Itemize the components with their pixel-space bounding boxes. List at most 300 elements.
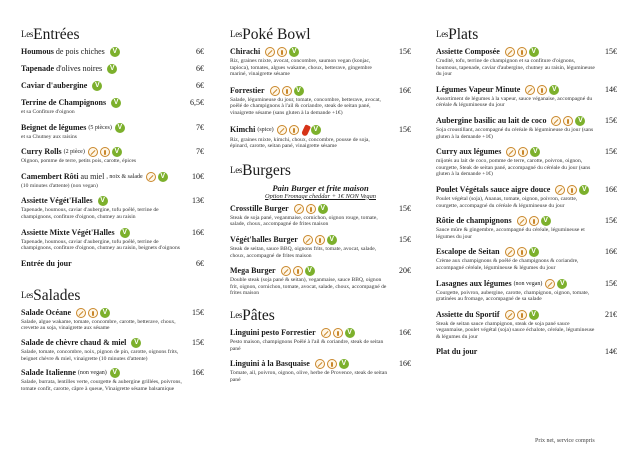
- menu-item-name-text: Tapenade: [21, 64, 55, 73]
- gluten-free-icon: [88, 147, 98, 157]
- gluten-free-icon: [303, 235, 313, 245]
- menu-item-heading: [21, 368, 204, 378]
- menu-item-price: 16€: [605, 247, 617, 257]
- menu-item-heading: [230, 47, 411, 57]
- vegan-icon: [110, 47, 120, 57]
- diet-icons: [76, 308, 110, 318]
- salades-list: [21, 308, 204, 393]
- burgers-list: [230, 204, 411, 297]
- menu-item-name: [21, 228, 115, 238]
- menu-item-name-text: Assiette Mixte Végét'Halles: [21, 227, 115, 237]
- menu-item-name: [21, 64, 102, 74]
- menu-item-name-text: Curry aux légumes: [436, 147, 502, 157]
- vegan-icon: [549, 85, 559, 95]
- burgers-cheese-option: Option Fromage cheddar + 1€ NON Vegan: [265, 192, 376, 200]
- gluten-free-icon: [525, 85, 535, 95]
- menu-item-name: [436, 247, 500, 257]
- lactose-free-icon: [529, 216, 539, 226]
- menu-item-heading: [230, 125, 411, 136]
- menu-item-name: [230, 235, 298, 245]
- menu-item-heading: [436, 47, 617, 57]
- diet-icons: [92, 81, 102, 91]
- menu-item-price: 14€: [605, 347, 617, 357]
- menu-item: [436, 216, 617, 240]
- menu-item-name: [21, 147, 62, 157]
- vegan-icon: [579, 185, 589, 195]
- menu-item: [21, 228, 204, 252]
- lactose-free-icon: [282, 86, 292, 96]
- lactose-free-icon: [289, 125, 299, 135]
- diet-icons: [551, 116, 585, 126]
- menu-item-description: Tomate, ail, poivron, oignon, olive, herbe de Provence, steak de seitan pané: [230, 370, 388, 383]
- menu-item: [21, 338, 204, 362]
- lactose-free-icon: [277, 47, 287, 57]
- menu-item-description: Steak de soja pané, veganmaise, cornichon, oignon rouge, tomate, salade, choux, accompagné de frites maison: [230, 214, 378, 228]
- menu-item-heading: [436, 347, 617, 357]
- menu-item-description: Salade, algue wakame, tomate, concombre, carotte, betterave, choux, crevette au soja, vinaigrette aux sésame: [21, 318, 176, 332]
- gluten-free-icon: [321, 328, 331, 338]
- menu-item-heading: [21, 123, 204, 133]
- plats-list: [436, 47, 617, 357]
- vegan-icon: [289, 47, 299, 57]
- diet-icons: [315, 359, 349, 369]
- diet-icons: [303, 235, 337, 245]
- menu-item-name-text: Poulet Végétals sauce aigre douce: [436, 184, 551, 194]
- diet-icons: [506, 147, 540, 157]
- lactose-free-icon: [517, 310, 527, 320]
- diet-icons: [120, 228, 130, 238]
- menu-item-name: [21, 259, 72, 269]
- diet-icons: [110, 47, 120, 57]
- gluten-free-icon: [506, 147, 516, 157]
- menu-item-name-text: Curry Rolls: [21, 147, 62, 157]
- menu-item-name-text: Aubergine basilic au lait de coco: [436, 115, 547, 125]
- menu-item-heading: [436, 85, 617, 95]
- menu-item-name: [21, 81, 87, 91]
- menu-item-heading: [436, 216, 617, 226]
- menu-item-price: 7€: [196, 147, 204, 157]
- menu-item-name: [436, 310, 500, 320]
- menu-item-description: Assortiment de légumes à la vapeur, sauce véganaise, accompagné du céréale & légumineuse du jour: [436, 95, 593, 109]
- menu-item-price: 6€: [196, 64, 204, 73]
- menu-item-heading: [436, 310, 617, 320]
- column-middle: [230, 26, 411, 383]
- menu-item: [436, 85, 617, 109]
- menu-item-name: [230, 359, 310, 369]
- footer-note: Prix net, service compris: [535, 438, 595, 444]
- menu-item-name: [21, 308, 71, 318]
- gluten-free-icon: [517, 216, 527, 226]
- menu-item-price: 16€: [399, 327, 411, 337]
- vegan-icon: [120, 228, 130, 238]
- menu-item-price: 16€: [192, 368, 204, 378]
- menu-item: [436, 116, 617, 140]
- lactose-free-icon: [567, 185, 577, 195]
- menu-item-name: [436, 185, 550, 195]
- entrees-list: [21, 47, 204, 269]
- menu-item-heading: [436, 185, 617, 195]
- menu-item-heading: [21, 172, 204, 182]
- menu-item-name-text: Salade Italienne: [21, 368, 76, 378]
- menu-item: [21, 81, 204, 91]
- burgers-subtitle: Pain Burger et frite maison: [272, 182, 369, 193]
- vegan-icon: [345, 328, 355, 338]
- diet-icons: [505, 247, 539, 257]
- menu-item-name: [21, 196, 93, 206]
- menu-item-description: Salade, tomate, concombre, noix, pignon de pin, carotte, oignons frits, beignet chèvre & miel, vinaigrette (10 minutes d'attente): [21, 348, 179, 362]
- menu-item-name-text: Rôtie de champignons: [436, 216, 512, 226]
- menu-item-name: [230, 328, 316, 338]
- menu-item-name-text: Linguini pesto Forrestier: [230, 327, 316, 337]
- diet-icons: [110, 368, 120, 378]
- menu-item: [230, 47, 411, 78]
- diet-icons: [146, 172, 168, 182]
- gluten-free-icon: [555, 185, 565, 195]
- vegan-icon: [100, 308, 110, 318]
- vegan-icon: [529, 247, 539, 257]
- gluten-free-icon: [545, 279, 555, 289]
- gluten-free-icon: [505, 247, 515, 257]
- menu-item-price: 16€: [192, 227, 204, 237]
- menu-item: [230, 328, 411, 352]
- menu-item-heading: [21, 47, 204, 57]
- diet-icons: [277, 125, 321, 136]
- gluten-free-icon: [265, 47, 275, 57]
- menu-item-description: Salade, légumineuse du jour, tomate, concombre, betterave, avocat, poêlé de champignons à l'ail & coriandre, steak de seitan pané, vinaigrette sésame (sans gluten à la demande +1€): [230, 96, 381, 116]
- menu-item-heading: [21, 98, 204, 108]
- menu-item-heading: [21, 196, 204, 206]
- menu-item: [21, 147, 204, 165]
- vegan-icon: [529, 47, 539, 57]
- menu-item-name-text: Caviar d'aubergine: [21, 81, 88, 90]
- menu-item-price: 15€: [399, 203, 411, 213]
- lactose-free-icon: [333, 328, 343, 338]
- menu-item-name-suffix: de pois chiches: [53, 47, 105, 56]
- diet-icons: [545, 279, 567, 289]
- menu-item-heading: [436, 279, 617, 289]
- diet-icons: [505, 310, 539, 320]
- vegan-icon: [327, 235, 337, 245]
- menu-item-description: et sa Confiture d'oignon: [21, 109, 75, 115]
- diet-icons: [517, 216, 551, 226]
- menu-item-price: 15€: [399, 124, 411, 134]
- menu-item-price: 21€: [605, 309, 617, 319]
- menu-item-name: [230, 204, 289, 214]
- gluten-free-icon: [76, 308, 86, 318]
- menu-item-description: et sa Chutney aux raisins: [21, 133, 77, 140]
- menu-item-note: (2 pièce): [63, 149, 85, 156]
- menu-item-heading: [436, 247, 617, 257]
- menu-item: [21, 259, 204, 269]
- menu-item-name-text: Kimchi: [230, 125, 256, 135]
- lactose-free-icon: [518, 147, 528, 157]
- column-left: [21, 26, 204, 392]
- lactose-free-icon: [537, 85, 547, 95]
- menu-item-name-text: Crosstille Burger: [230, 203, 289, 213]
- menu-item-name-text: Légumes Vapeur Minute: [436, 84, 521, 94]
- diet-icons: [294, 204, 328, 214]
- gluten-free-icon: [505, 47, 515, 57]
- menu-item-name-text: Lasagnes aux légumes: [436, 278, 512, 288]
- menu-item-name: [436, 116, 546, 126]
- menu-item: [436, 310, 617, 341]
- menu-item: [436, 185, 617, 209]
- menu-item-name: [230, 47, 260, 57]
- menu-item: [436, 47, 617, 78]
- menu-item: [21, 123, 204, 141]
- menu-item-name-text: Plat du jour: [436, 347, 478, 357]
- menu-item-description: mijotés au lait de coco, pomme de terre, carotte, poivron, oignon, courgette, Steak de seitan pané, accompagné du céréale du jour (sans gluten à la demande +1€): [436, 158, 591, 178]
- menu-item-price: 15€: [605, 115, 617, 125]
- vegan-icon: [115, 123, 125, 133]
- vegan-icon: [318, 204, 328, 214]
- menu-item-description: Crudité, tofu, terrine de champignon et sa confiture d'oignons, houmous, tapenade, caviar d'aubergine, chutney au raisin, légumineuse du jour: [436, 58, 595, 78]
- lactose-free-icon: [517, 247, 527, 257]
- diet-icons: [270, 86, 304, 96]
- diet-icons: [131, 338, 141, 348]
- menu-item-price: 14€: [605, 84, 617, 94]
- menu-item-name: [21, 47, 105, 57]
- vegan-icon: [110, 368, 120, 378]
- menu-item-price: 15€: [605, 216, 617, 226]
- menu-item-note: (spice): [257, 127, 274, 134]
- menu-item-name-text: Chirachi: [230, 47, 261, 56]
- lactose-free-icon: [100, 147, 110, 157]
- menu-item-price: 15€: [605, 278, 617, 288]
- menu-item-description: Riz, graines mixte, kimchi, choux, concombre, pousse de soja, épinard, carotte, seitan pané, vinaigrette sésame: [230, 136, 370, 150]
- diet-icons: [525, 85, 559, 95]
- menu-item: [230, 125, 411, 150]
- vegan-icon: [158, 172, 168, 182]
- menu-item-name: [21, 123, 86, 133]
- menu-item-heading: [230, 328, 411, 338]
- menu-item-name: [436, 216, 512, 226]
- vegan-icon: [339, 359, 349, 369]
- section-title-burgers: $^{Les}$Burgers: [230, 161, 291, 179]
- diet-icons: [505, 47, 539, 57]
- menu-item-description: Courgette, poivron, aubergine, carotte, champignon, oignon, tomate, gratinées au fromage, accompagné de sa salade: [436, 289, 590, 303]
- menu-item: [436, 247, 617, 271]
- diet-icons: [281, 266, 315, 276]
- menu-item-description: Tapenade, houmous, caviar d'aubergine, tofu poêlé, terrine de champignons, confiture d'oignon, chutney au raisin, beignets d'oignons: [21, 238, 180, 252]
- vegan-icon: [294, 86, 304, 96]
- lactose-free-icon: [306, 204, 316, 214]
- menu-item-price: 15€: [192, 337, 204, 347]
- vegan-icon: [305, 266, 315, 276]
- menu-item-price: 15€: [399, 47, 411, 56]
- menu-item-name: [436, 147, 501, 157]
- vegan-icon: [530, 147, 540, 157]
- menu-item-note: , noix & salade: [106, 173, 143, 180]
- menu-item-description: Soja croustillant, accompagné du céréale & légumineuse du jour (sans gluten à la demande +1€): [436, 126, 594, 140]
- menu-item-name: [21, 368, 76, 378]
- menu-item-name-text: Végét'halles Burger: [230, 234, 298, 244]
- menu-item-price: 13€: [192, 196, 204, 206]
- section-title-poke: $^{Les}$Poké Bowl: [230, 26, 311, 43]
- menu-item: [436, 279, 617, 303]
- vegan-icon: [112, 147, 122, 157]
- menu-item-name-text: Assiette du Sportif: [436, 309, 500, 319]
- menu-item-name: [21, 98, 106, 108]
- gluten-free-icon: [315, 359, 325, 369]
- vegan-icon: [557, 279, 567, 289]
- menu-item-price: 20€: [399, 266, 411, 276]
- menu-item-note: (5 pièces): [88, 124, 112, 131]
- lactose-free-icon: [293, 266, 303, 276]
- diet-icons: [115, 123, 125, 133]
- vegan-icon: [529, 310, 539, 320]
- menu-item-heading: [21, 147, 204, 157]
- gluten-free-icon: [294, 204, 304, 214]
- gluten-free-icon: [505, 310, 515, 320]
- menu-item: [230, 266, 411, 297]
- lactose-free-icon: [88, 308, 98, 318]
- menu-item-name-text: Escalope de Seitan: [436, 247, 500, 257]
- menu-item-name: [21, 338, 126, 348]
- menu-item-name-text: Salade Océane: [21, 307, 71, 317]
- menu-item-name-text: Beignet de légumes: [21, 122, 87, 132]
- diet-icons: [555, 185, 589, 195]
- menu-item-heading: [230, 235, 411, 245]
- diet-icons: [265, 47, 299, 57]
- menu-item-name-text: Mega Burger: [230, 266, 276, 276]
- vegan-icon: [311, 125, 321, 135]
- menu-item-price: 15€: [399, 234, 411, 244]
- lactose-free-icon: [327, 359, 337, 369]
- diet-icons: [88, 147, 122, 157]
- menu-item-price: 16€: [399, 85, 411, 95]
- menu-item: [436, 347, 617, 357]
- column-right: [436, 26, 617, 357]
- menu-item: [230, 359, 411, 383]
- menu-item: [21, 308, 204, 332]
- menu-item-price: 6,5€: [190, 98, 204, 107]
- menu-item: [21, 98, 204, 116]
- menu-item-description: Crème aux champignons & poêlé de champignons & coriandre, accompagné céréale, légumineuse & légumes du jour: [436, 258, 579, 271]
- menu-item-heading: [436, 116, 617, 126]
- menu-item-note: (non vegan): [77, 370, 107, 377]
- menu-item-description: Tapenade, houmous, caviar d'aubergine, tofu poêlé, terrine de champignons, confiture d'oignon, chutney au raisin: [21, 207, 159, 220]
- section-title-entrees: $^{Les}$Entrées: [21, 26, 80, 43]
- menu-item-heading: [21, 308, 204, 318]
- menu-item-heading: [230, 204, 411, 214]
- menu-item-description: Double steak (soja pané & seitan), veganmaise, sauce BBQ, oignon frit, oignon, cornichon, tomate, avocat, salade, choux, accompagné de frites maison: [230, 277, 387, 297]
- menu-item-name-text: Entrée du jour: [21, 258, 72, 268]
- lactose-free-icon: [563, 116, 573, 126]
- menu-item: [230, 204, 411, 228]
- menu-item-price: 7€: [196, 122, 204, 132]
- menu-item-price: 6€: [196, 81, 204, 90]
- menu-item: [21, 368, 204, 392]
- menu-item-price: 16€: [399, 359, 411, 369]
- menu-item-description: Steak de seitan sauce champignon, steak de soja pané sauce veganmaise, poulet végétal (soja) sauce échalote, céréale, légumineuse & légumes du jour: [436, 320, 595, 340]
- gluten-free-icon: [146, 172, 156, 182]
- menu-item-name-text: Linguini à la Basquaise: [230, 359, 310, 369]
- gluten-free-icon: [277, 125, 287, 135]
- menu-item-price: 16€: [605, 184, 617, 194]
- menu-item-heading: [21, 228, 204, 238]
- vegan-icon: [111, 98, 121, 108]
- menu-item-name-text: Assiette Composée: [436, 47, 500, 56]
- vegan-icon: [98, 196, 108, 206]
- menu-item-price: 15€: [192, 307, 204, 317]
- section-title-plats: $^{Les}$Plats: [436, 26, 479, 43]
- menu-item-price: 10€: [192, 171, 204, 181]
- menu-item-heading: [230, 266, 411, 276]
- menu-item: [21, 172, 204, 190]
- lactose-free-icon: [517, 47, 527, 57]
- menu-item-name: [21, 172, 104, 182]
- menu-item-heading: [230, 359, 411, 369]
- menu-item-name-text: Camembert Rôti: [21, 171, 79, 181]
- menu-item: [21, 47, 204, 57]
- menu-item-price: 6€: [196, 258, 204, 268]
- vegan-icon: [92, 81, 102, 91]
- menu-item-note: (non vegan): [513, 280, 543, 287]
- menu-item-description: Riz, graines mixte, avocat, concombre, saumon vegan (konjac, tapioca), tomates, algues wakame, choux, betterave, gingembre mariné, vinaigrette sésame: [230, 58, 372, 78]
- pates-list: [230, 328, 411, 383]
- menu-item: [230, 235, 411, 259]
- menu-item-description: Salade, burrata, lentilles verte, courgette & aubergine grillées, poivrons, tomate confit, carotte, câpre à queue, Vinaigrette sésame balsamique: [21, 379, 182, 392]
- menu-item-heading: [21, 64, 204, 74]
- menu-item-description: (10 minutes d'attente) (non vegan): [21, 182, 98, 189]
- menu-item-name: [436, 85, 520, 95]
- vegan-icon: [107, 64, 117, 74]
- menu-item-name: [436, 279, 512, 289]
- vegan-icon: [541, 216, 551, 226]
- menu-item-price: 6€: [196, 47, 204, 56]
- menu-item-description: Pesto maison, champignons Poêlé à l'ail & coriandre, steak de seitan pané: [230, 338, 384, 352]
- menu-item-name-text: Salade de chèvre chaud & miel: [21, 337, 127, 347]
- section-title-pates: $^{Les}$Pâtes: [230, 306, 275, 324]
- menu-item-name-suffix: au miel: [78, 171, 105, 181]
- menu-item-name: [230, 125, 255, 135]
- menu-item-heading: [21, 81, 204, 91]
- diet-icons: [107, 64, 117, 74]
- gluten-free-icon: [551, 116, 561, 126]
- gluten-free-icon: [270, 86, 280, 96]
- menu-item-name-text: Forrestier: [230, 85, 265, 95]
- menu-item-heading: [21, 259, 204, 269]
- menu-item: [230, 86, 411, 117]
- menu-item-heading: [230, 86, 411, 96]
- menu-item-price: 15€: [605, 47, 617, 56]
- menu-item-name-text: Houmous: [21, 47, 54, 56]
- vegan-icon: [131, 338, 141, 348]
- vegan-icon: [575, 116, 585, 126]
- menu-item-name-text: Terrine de Champignons: [21, 98, 107, 107]
- poke-list: [230, 47, 411, 150]
- menu-item-description: Steak de seitan, sauce BBQ, oignons frits, tomate, avocat, salade, choux, accompagné de frites maison: [230, 245, 377, 259]
- menu-item-price: 15€: [605, 147, 617, 157]
- chili-icon: [301, 124, 311, 137]
- menu-item-name: [436, 347, 477, 357]
- menu-item-description: Poulet végétal (soja), Ananas, tomate, oignon, poivron, carotte, courgette, accompagné du céréale & légumineuse du jour: [436, 195, 578, 209]
- menu-item: [436, 147, 617, 178]
- menu-item-name: [230, 86, 265, 96]
- lactose-free-icon: [315, 235, 325, 245]
- section-title-salades: $^{Les}$Salades: [21, 286, 81, 304]
- diet-icons: [111, 98, 121, 108]
- menu-item: [21, 196, 204, 220]
- menu-item-name: [230, 266, 276, 276]
- menu-item-name: [436, 47, 500, 57]
- menu-item-description: Sauce mûre & gingembre, accompagné du céréale, légumineuse et légumes du jour: [436, 227, 585, 240]
- menu-item-name-suffix: d'olives noires: [54, 64, 103, 73]
- menu-item-heading: [436, 147, 617, 157]
- menu-item-name-text: Assiette Végét'Halles: [21, 196, 93, 206]
- diet-icons: [98, 196, 108, 206]
